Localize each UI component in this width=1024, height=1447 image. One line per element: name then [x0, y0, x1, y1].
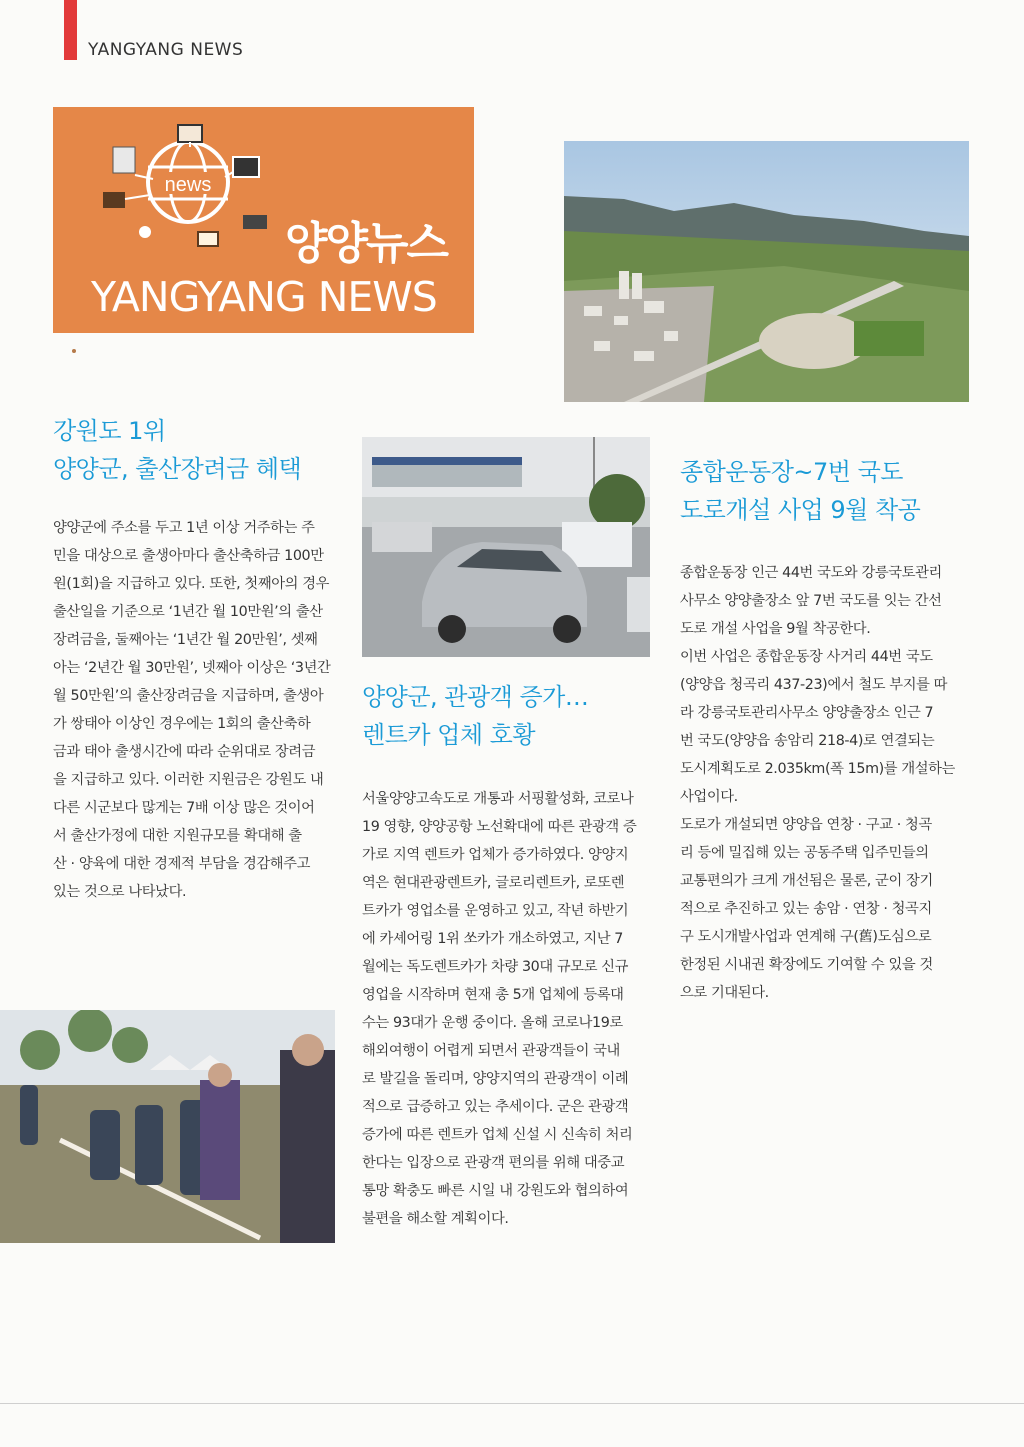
article2-headline-line: 양양군, 관광객 증가…	[362, 683, 589, 711]
body-line: 역은 현대관광렌트카, 글로리렌트카, 로또렌	[362, 875, 625, 891]
body-line: 가로 지역 렌트카 업체가 증가하였다. 양양지	[362, 847, 629, 863]
body-line: 다른 시군보다 많게는 7배 이상 많은 것이어	[53, 800, 315, 816]
body-line: 불편을 해소할 계획이다.	[362, 1211, 509, 1227]
body-line: 증가에 따른 렌트카 업체 신설 시 신속히 처리	[362, 1127, 633, 1143]
body-line: 민을 대상으로 출생아마다 출산축하금 100만	[53, 548, 324, 564]
body-line: 교통편의가 크게 개선됨은 물론, 군이 장기	[680, 873, 933, 889]
body-line: 로 발길을 돌리며, 양양지역의 관광객이 이례	[362, 1071, 629, 1087]
body-line: 양양군에 주소를 두고 1년 이상 거주하는 주	[53, 520, 315, 536]
body-line: 종합운동장 인근 44번 국도와 강릉국토관리	[680, 565, 942, 581]
body-line: 사업이다.	[680, 789, 738, 805]
article3-body	[680, 559, 972, 1007]
body-line: 을 지급하고 있다. 이러한 지원금은 강원도 내	[53, 772, 324, 788]
article1-headline-line: 양양군, 출산장려금 혜택	[53, 455, 302, 483]
rental-cars-photo	[362, 437, 650, 657]
body-line: 으로 기대된다.	[680, 985, 769, 1001]
running-title: YANGYANG NEWS	[88, 40, 244, 60]
body-line: 통망 확충도 빠른 시일 내 강원도와 협의하여	[362, 1183, 629, 1199]
body-line: 구 도시개발사업과 연계해 구(舊)도심으로	[680, 929, 932, 945]
banner-title-english: YANGYANG NEWS	[91, 273, 437, 321]
body-line: 도로가 개설되면 양양읍 연창 · 구교 · 청곡	[680, 817, 932, 833]
article3-headline	[680, 453, 970, 529]
body-line: 19 영향, 양양공항 노선확대에 따른 관광객 증	[362, 819, 637, 835]
body-line: 트카가 영업소를 운영하고 있고, 작년 하반기	[362, 903, 629, 919]
article1-headline	[53, 412, 343, 488]
footer-divider	[0, 1403, 1024, 1404]
body-line: 적으로 급증하고 있는 추세이다. 군은 관광객	[362, 1099, 629, 1115]
body-line: 적으로 추진하고 있는 송암 · 연창 · 청곡지	[680, 901, 932, 917]
article2-headline	[362, 678, 652, 754]
body-line: 해외여행이 어렵게 되면서 관광객들이 국내	[362, 1043, 620, 1059]
body-line: 한정된 시내권 확장에도 기여할 수 있을 것	[680, 957, 933, 973]
article1-body	[53, 514, 344, 906]
body-line: 라 강릉국토관리사무소 양양출장소 인근 7	[680, 705, 934, 721]
body-line: 사무소 양양출장소 앞 7번 국도를 잇는 간선	[680, 593, 942, 609]
body-line: 한다는 입장으로 관광객 편의를 위해 대중교	[362, 1155, 625, 1171]
body-line: 번 국도(양양읍 송암리 218-4)로 연결되는	[680, 733, 935, 749]
body-line: 장려금을, 둘째아는 ‘1년간 월 20만원’, 셋째	[53, 632, 318, 648]
tug-of-war-festival-photo	[0, 1010, 335, 1243]
aerial-town-photo	[564, 141, 969, 402]
article2-headline-line: 렌트카 업체 호황	[362, 721, 536, 749]
body-line: 월 50만원’의 출산장려금을 지급하며, 출생아	[53, 688, 324, 704]
body-line: 서울양양고속도로 개통과 서핑활성화, 코로나	[362, 791, 634, 807]
decorative-dot	[72, 349, 76, 353]
article3-headline-line: 도로개설 사업 9월 착공	[680, 496, 921, 524]
body-line: 가 쌍태아 이상인 경우에는 1회의 출산축하	[53, 716, 311, 732]
body-line: 도시계획도로 2.035km(폭 15m)를 개설하는	[680, 761, 955, 777]
body-line: 원(1회)을 지급하고 있다. 또한, 첫째아의 경우	[53, 576, 330, 592]
body-line: 출산일을 기준으로 ‘1년간 월 10만원’의 출산	[53, 604, 323, 620]
body-line: 아는 ‘2년간 월 30만원’, 넷째아 이상은 ‘3년간	[53, 660, 331, 676]
body-line: 있는 것으로 나타났다.	[53, 884, 187, 900]
body-line: 산 · 양육에 대한 경제적 부담을 경감해주고	[53, 856, 310, 872]
body-line: (양양읍 청곡리 437-23)에서 철도 부지를 따	[680, 677, 948, 693]
news-banner	[53, 107, 474, 333]
body-line: 금과 태아 출생시간에 따라 순위대로 장려금	[53, 744, 316, 760]
body-line: 서 출산가정에 대한 지원규모를 확대해 출	[53, 828, 302, 844]
body-line: 리 등에 밀집해 있는 공동주택 입주민들의	[680, 845, 929, 861]
body-line: 영업을 시작하며 현재 총 5개 업체에 등록대	[362, 987, 624, 1003]
header-accent-bar	[64, 0, 77, 60]
body-line: 월에는 독도렌트카가 차량 30대 규모로 신규	[362, 959, 629, 975]
globe-label: news	[164, 174, 212, 196]
news-globe-icon	[93, 117, 293, 257]
article1-headline-line: 강원도 1위	[53, 417, 166, 445]
body-line: 이번 사업은 종합운동장 사거리 44번 국도	[680, 649, 933, 665]
banner-title-korean: 양양뉴스	[285, 218, 448, 269]
article3-headline-line: 종합운동장~7번 국도	[680, 458, 903, 486]
article2-body	[362, 785, 654, 1233]
body-line: 에 카셰어링 1위 쏘카가 개소하였고, 지난 7	[362, 931, 623, 947]
body-line: 도로 개설 사업을 9월 착공한다.	[680, 621, 871, 637]
body-line: 수는 93대가 운행 중이다. 올해 코로나19로	[362, 1015, 623, 1031]
